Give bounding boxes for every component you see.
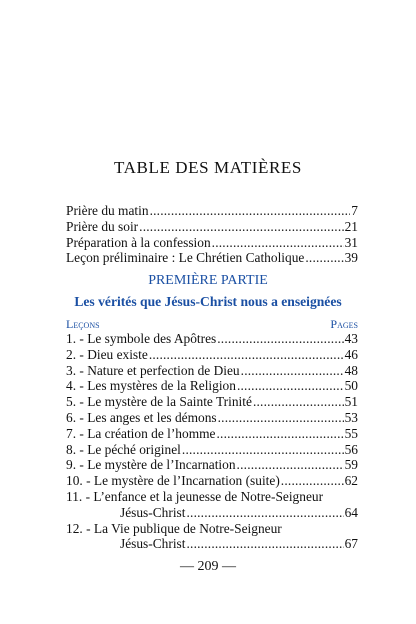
toc-entry-page: 31 — [344, 234, 358, 250]
toc-entry[interactable] — [66, 426, 358, 442]
toc-entry[interactable] — [66, 219, 358, 235]
toc-entry-page: 56 — [344, 441, 358, 457]
toc-entry-page: 43 — [344, 331, 358, 346]
toc-entry-page: 62 — [344, 473, 358, 489]
toc-entry[interactable] — [66, 410, 358, 426]
toc-entry-page: 53 — [344, 409, 358, 425]
toc-entry-label: Préparation à la confession — [66, 234, 211, 250]
toc-entry-first-line[interactable] — [66, 521, 358, 537]
toc-entry-label: Prière du matin — [66, 203, 149, 218]
leader-dots — [216, 426, 343, 442]
leader-dots — [281, 473, 344, 489]
toc-entry-page: 7 — [351, 203, 358, 218]
toc-entry-page: 46 — [344, 346, 358, 362]
toc-entry-page: 39 — [344, 250, 358, 266]
page-title: TABLE DES MATIÈRES — [114, 158, 302, 177]
toc-entry-page: 21 — [344, 218, 358, 234]
lessons-list — [66, 331, 358, 552]
toc-entry[interactable] — [66, 394, 358, 410]
toc-entry-label: Leçon préliminaire : Le Chrétien Catholique — [66, 250, 305, 266]
front-matter-list — [66, 203, 358, 266]
toc-entry-label: 1. - Le symbole des Apôtres — [66, 331, 217, 346]
toc-entry-page: 55 — [344, 425, 358, 441]
page-number: — 209 — — [180, 559, 236, 574]
toc-entry-label: 11. - L’enfance et la jeunesse de Notre-Seigneur — [66, 488, 324, 504]
toc-entry-label-continued: Jésus-Christ — [120, 504, 186, 520]
leader-dots — [150, 203, 351, 219]
column-heading-pages: Pages — [330, 317, 358, 331]
part-subtitle: Les vérités que Jésus-Christ nous a enseignées — [74, 294, 342, 309]
toc-entry[interactable] — [66, 378, 358, 394]
toc-entry-page: 50 — [344, 378, 358, 394]
leader-dots — [149, 347, 344, 363]
leader-dots — [237, 378, 344, 394]
toc-entry-label: 7. - La création de l’homme — [66, 425, 216, 441]
toc-entry[interactable] — [66, 250, 358, 266]
toc-entry[interactable] — [66, 457, 358, 473]
toc-entry[interactable] — [66, 363, 358, 379]
column-headings — [66, 317, 358, 332]
leader-dots — [237, 457, 344, 473]
toc-entry-label-continued: Jésus-Christ — [120, 536, 186, 552]
toc-entry-page: 67 — [344, 536, 358, 552]
toc-entry-label: 10. - Le mystère de l’Incarnation (suite) — [66, 473, 280, 489]
toc-entry-label: 8. - Le péché originel — [66, 441, 181, 457]
toc-entry[interactable] — [66, 347, 358, 363]
leader-dots — [218, 410, 344, 426]
toc-entry-page: 59 — [344, 457, 358, 473]
leader-dots — [139, 219, 343, 235]
toc-entry-label: 9. - Le mystère de l’Incarnation — [66, 457, 236, 473]
toc-entry-label: 4. - Les mystères de la Religion — [66, 378, 236, 394]
leader-dots — [305, 250, 343, 266]
leader-dots — [217, 331, 343, 347]
toc-entry-page: 48 — [344, 362, 358, 378]
toc-entry-label: 5. - Le mystère de la Sainte Trinité — [66, 394, 252, 410]
leader-dots — [253, 394, 344, 410]
leader-dots — [182, 442, 344, 458]
toc-entry-label: Prière du soir — [66, 218, 139, 234]
leader-dots — [186, 536, 343, 552]
toc-entry-label: 12. - La Vie publique de Notre-Seigneur — [66, 520, 282, 536]
toc-entry-label: 3. - Nature et perfection de Dieu — [66, 362, 240, 378]
toc-entry-label: 2. - Dieu existe — [66, 346, 148, 362]
toc-entry[interactable] — [66, 203, 358, 219]
part-title: PREMIÈRE PARTIE — [148, 273, 268, 288]
column-heading-lessons: Leçons — [66, 317, 100, 331]
toc-entry[interactable] — [66, 331, 358, 347]
toc-entry-page: 51 — [344, 394, 358, 410]
leader-dots — [212, 235, 344, 251]
toc-entry-page: 64 — [344, 504, 358, 520]
toc-entry[interactable] — [66, 235, 358, 251]
toc-entry-continuation[interactable] — [66, 505, 358, 521]
leader-dots — [241, 363, 344, 379]
toc-entry-label: 6. - Les anges et les démons — [66, 409, 217, 425]
toc-entry-first-line[interactable] — [66, 489, 358, 505]
toc-entry[interactable] — [66, 442, 358, 458]
toc-entry[interactable] — [66, 473, 358, 489]
leader-dots — [186, 505, 343, 521]
toc-entry-continuation[interactable] — [66, 536, 358, 552]
